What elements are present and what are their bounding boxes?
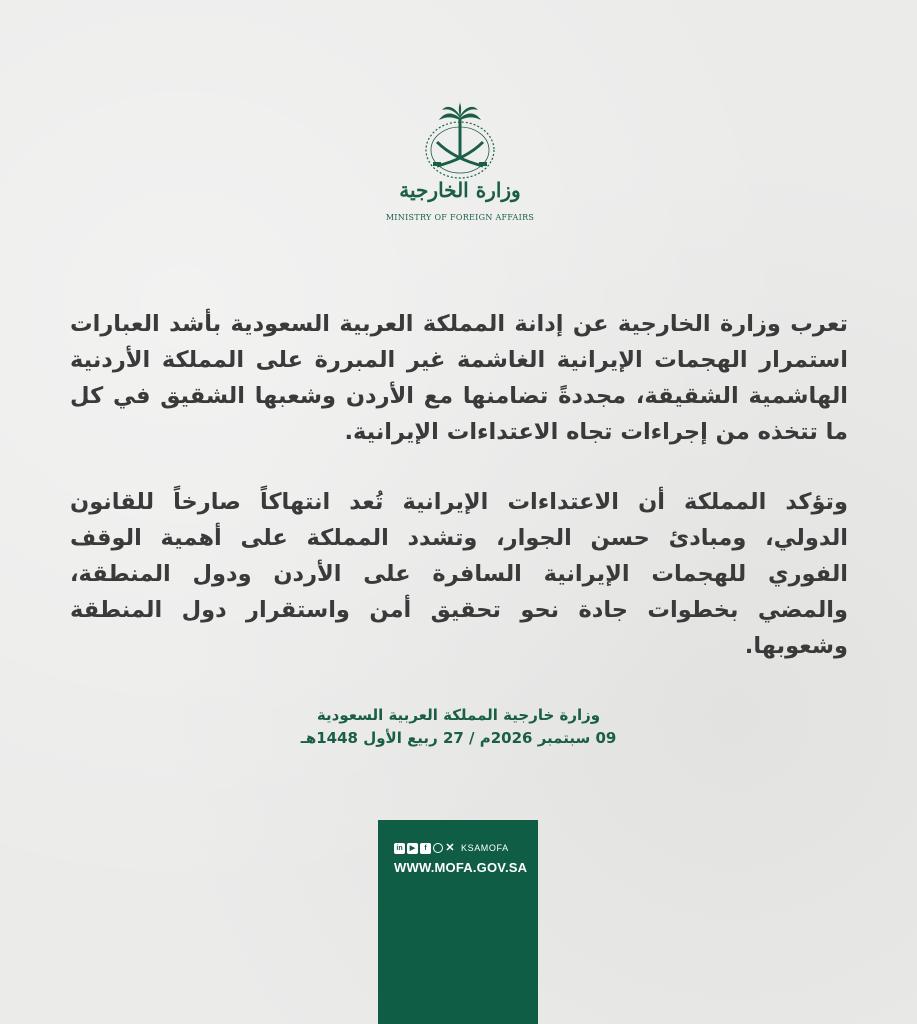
website-link[interactable]: WWW.MOFA.GOV.SA [394, 860, 528, 875]
youtube-icon[interactable]: ▶ [407, 843, 418, 854]
ministry-name-arabic: وزارة الخارجية [399, 178, 521, 202]
statement-paragraph-1: تعرب وزارة الخارجية عن إدانة المملكة العربية السعودية بأشد العبارات استمرار الهجمات الإيرانية الغاشمة غير المبررة على المملكة الأردنية الهاشمية الشقيقة، مجددةً تضامنها مع الأردن وشعبها الشقيق في كل ما تتخذه من إجراءات تجاه الاعتداءات الإيرانية. [70, 311, 848, 445]
statement-paragraph-2: وتؤكد المملكة أن الاعتداءات الإيرانية تُعد انتهاكاً صارخاً للقانون الدولي، ومبادئ حسن الجوار، وتشدد المملكة على أهمية الوقف الفوري للهجمات الإيرانية السافرة على الأردن ودول المنطقة، والمضي بخطوات جادة نحو تحقيق أمن واستقرار دول المنطقة وشعوبها. [70, 489, 848, 659]
ministry-name-english: MINISTRY OF FOREIGN AFFAIRS [385, 213, 535, 222]
signature-block [0, 703, 917, 749]
social-handle: KSAMOFA [461, 843, 509, 853]
signature-date: 09 سبتمبر 2026م / 27 ربيع الأول 1448هـ [300, 729, 617, 747]
signature-issuer: وزارة خارجية المملكة العربية السعودية [316, 706, 601, 724]
statement-body [70, 306, 848, 698]
footer-panel [378, 820, 538, 1024]
social-links-row [394, 841, 509, 855]
x-icon[interactable]: ✕ [445, 841, 455, 854]
linkedin-icon[interactable]: in [394, 843, 405, 854]
instagram-icon[interactable] [433, 843, 443, 853]
facebook-icon[interactable]: f [420, 843, 431, 854]
saudi-emblem-icon [415, 100, 505, 182]
